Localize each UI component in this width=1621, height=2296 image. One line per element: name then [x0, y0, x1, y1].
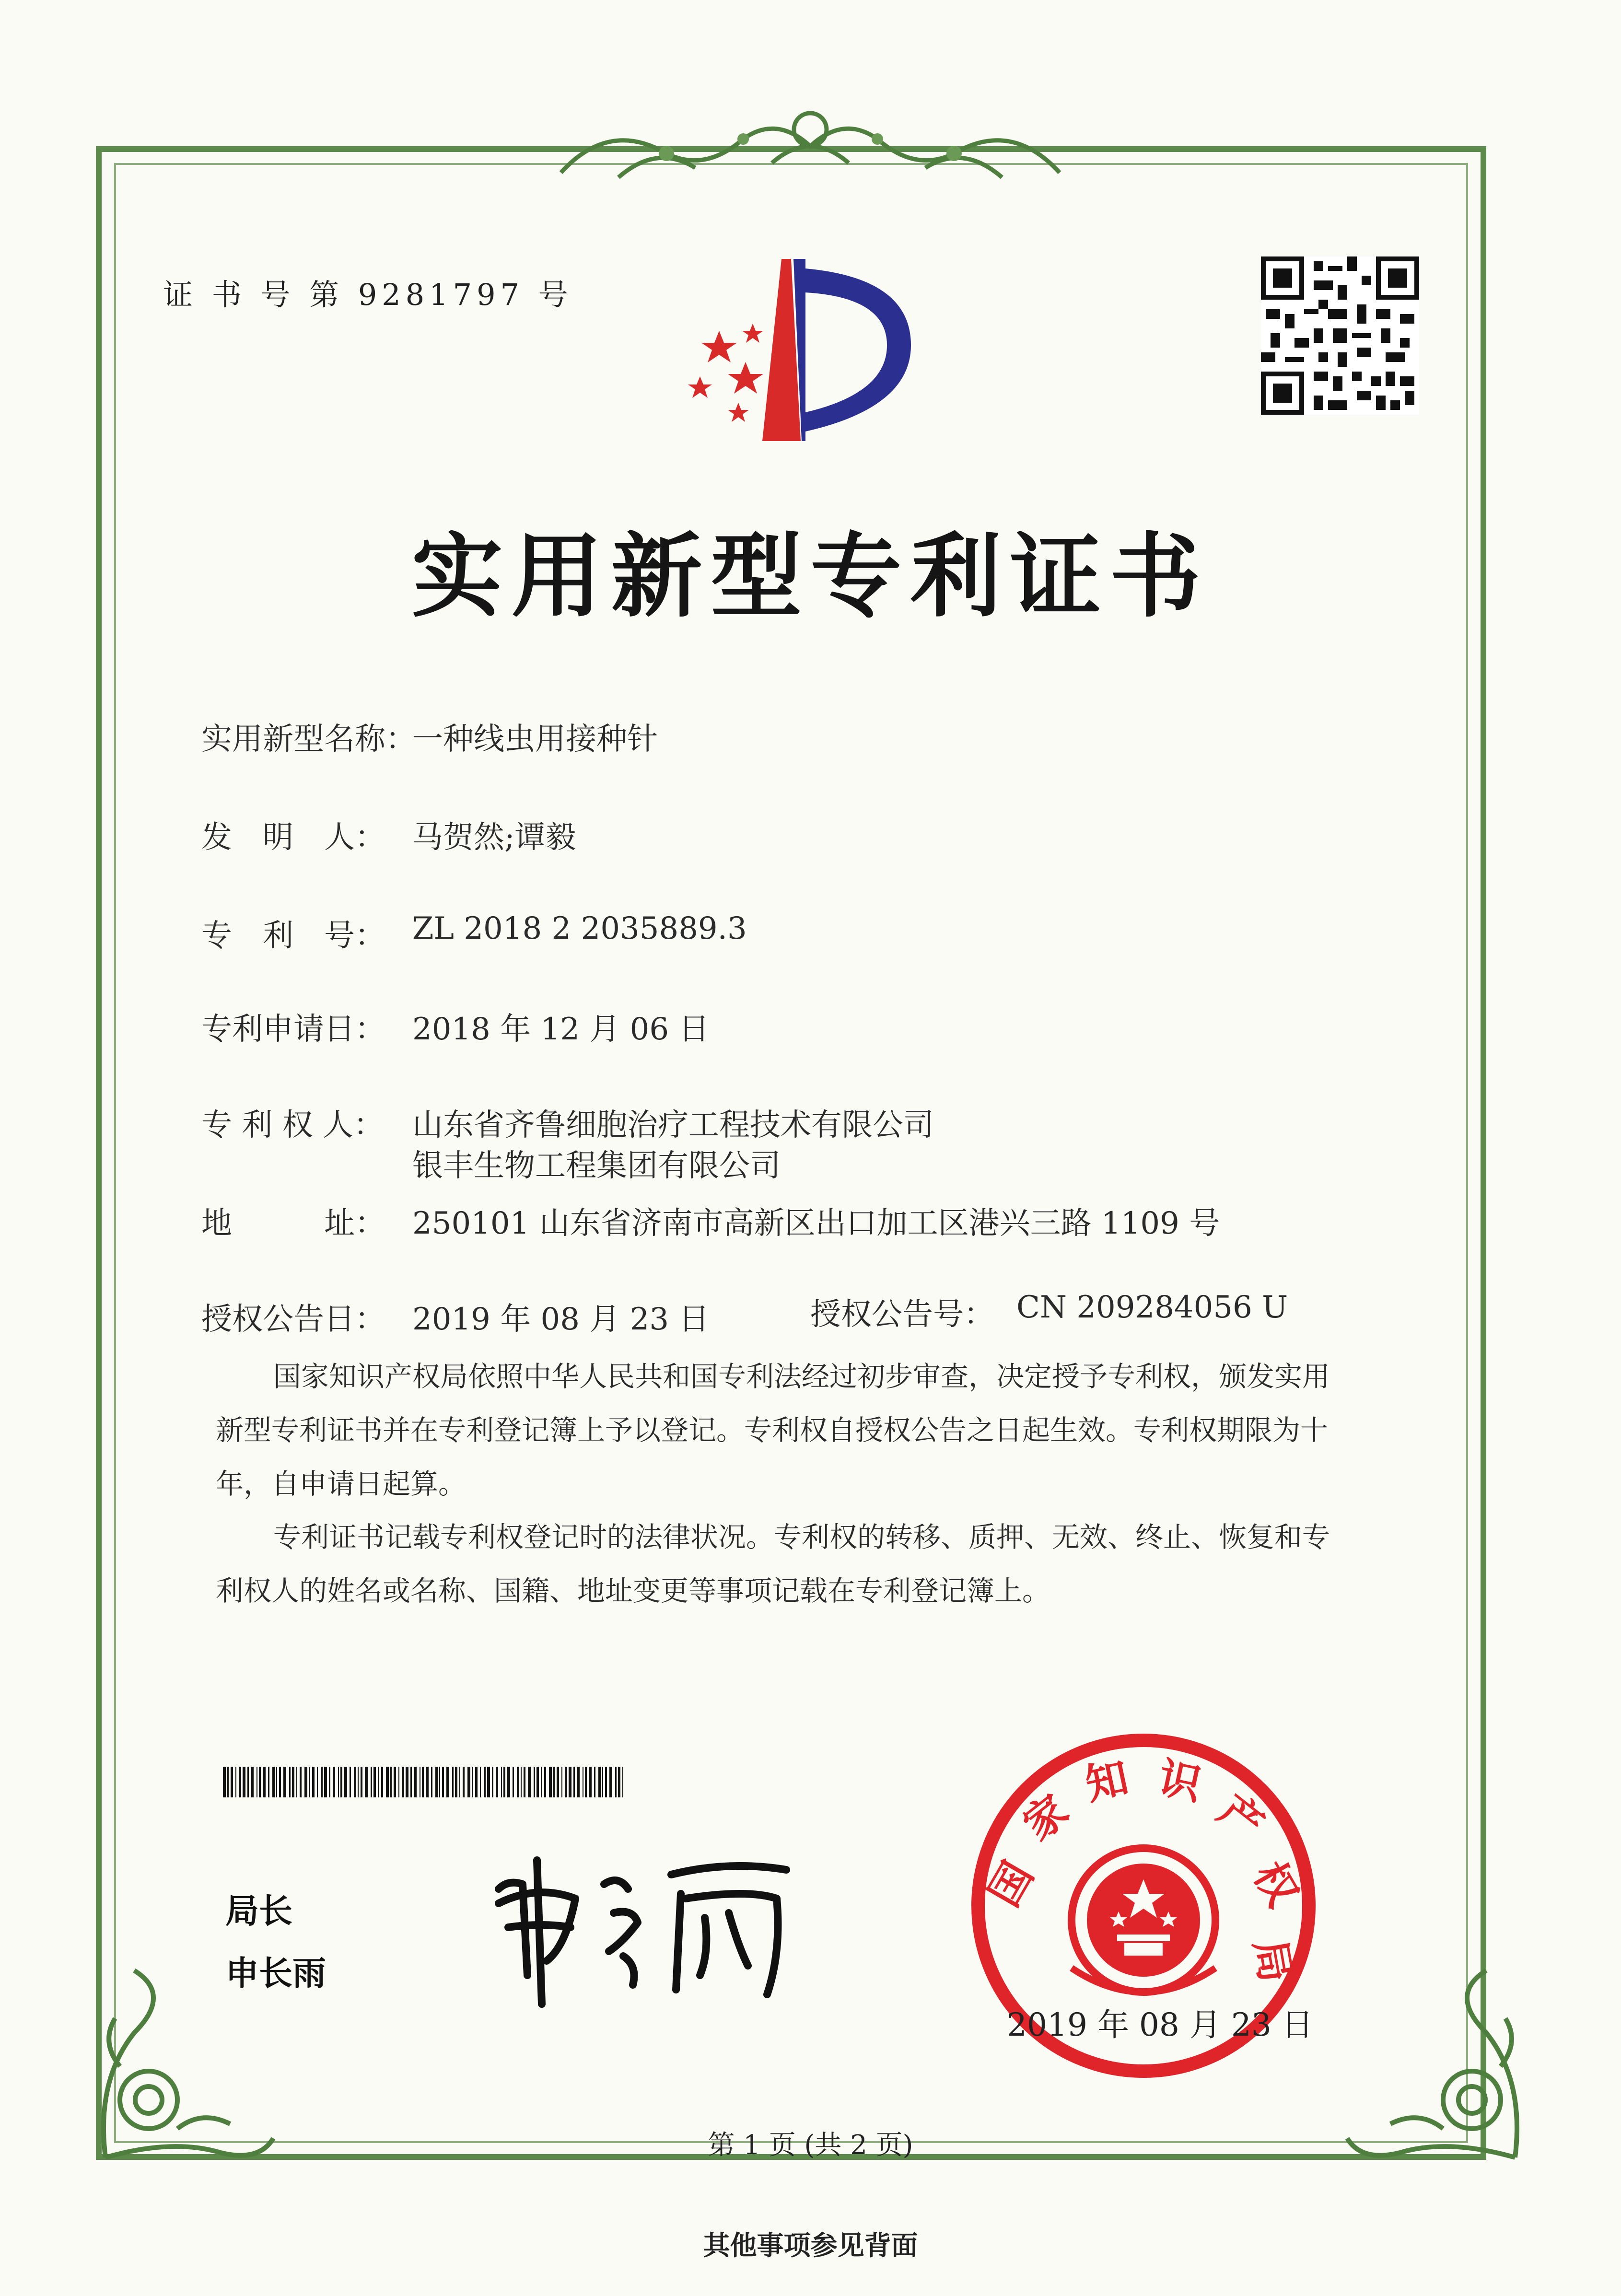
grant-date-value: 2019 年 08 月 23 日 [412, 1302, 710, 1337]
signatory-name: 申长雨 [225, 1954, 326, 1993]
certificate-number: 证 书 号 第 9281797 号 [163, 277, 573, 312]
address-label: 地 址： [201, 1206, 385, 1241]
address-value: 250101 山东省济南市高新区出口加工区港兴三路 1109 号 [412, 1206, 1220, 1241]
application-date-value: 2018 年 12 月 06 日 [412, 1012, 710, 1047]
grant-number-value: CN 209284056 U [1016, 1290, 1288, 1325]
inventor-label: 发 明 人： [201, 820, 385, 855]
svg-text:家: 家 [1014, 1785, 1078, 1850]
inventor-value: 马贺然;谭毅 [412, 820, 576, 855]
svg-text:局: 局 [1245, 1935, 1301, 1986]
statement-paragraph-2 [216, 1510, 1414, 1618]
paragraph-line: 专利证书记载专利权登记时的法律状况。专利权的转移、质押、无效、终止、恢复和专 [273, 1521, 1330, 1553]
patent-office-logo-icon [662, 249, 930, 451]
grant-date-label: 授权公告日： [201, 1302, 385, 1337]
application-date-label: 专利申请日： [201, 1012, 385, 1047]
qr-code-icon [1261, 256, 1419, 415]
svg-text:识: 识 [1154, 1752, 1206, 1810]
signatory-title: 局长 [225, 1891, 292, 1931]
paragraph-line: 年，自申请日起算。 [216, 1468, 466, 1500]
footer-note: 其他事项参见背面 [703, 2230, 918, 2261]
patentee-value-1: 山东省齐鲁细胞治疗工程技术有限公司 [412, 1107, 934, 1143]
barcode-icon [223, 1767, 626, 1797]
signature-icon [479, 1831, 815, 2014]
patentee-value-2: 银丰生物工程集团有限公司 [412, 1148, 781, 1184]
svg-text:国: 国 [979, 1853, 1043, 1915]
svg-text:产: 产 [1209, 1785, 1273, 1850]
svg-text:知: 知 [1081, 1752, 1133, 1810]
patent-number-label: 专 利 号： [201, 918, 385, 954]
seal-date: 2019 年 08 月 23 日 [1007, 2006, 1313, 2043]
patent-number-value: ZL 2018 2 2035889.3 [412, 911, 747, 946]
paragraph-line: 利权人的姓名或名称、国籍、地址变更等事项记载在专利登记簿上。 [216, 1574, 1050, 1607]
top-ornament-icon [551, 101, 1069, 192]
patentee-label: 专 利 权 人： [201, 1107, 385, 1143]
paragraph-line: 国家知识产权局依照中华人民共和国专利法经过初步审查，决定授予专利权，颁发实用 [273, 1360, 1330, 1393]
paragraph-line: 新型专利证书并在专利登记簿上予以登记。专利权自授权公告之日起生效。专利权期限为十 [216, 1414, 1329, 1446]
grant-number-label: 授权公告号： [810, 1297, 994, 1332]
page-indicator: 第 1 页 (共 2 页) [708, 2130, 913, 2161]
certificate-title: 实用新型专利证书 [411, 523, 1210, 629]
statement-paragraph-1 [216, 1350, 1414, 1511]
svg-text:权: 权 [1244, 1853, 1308, 1915]
utility-model-name-label: 实用新型名称： [201, 722, 416, 757]
utility-model-name-value: 一种线虫用接种针 [412, 722, 658, 757]
